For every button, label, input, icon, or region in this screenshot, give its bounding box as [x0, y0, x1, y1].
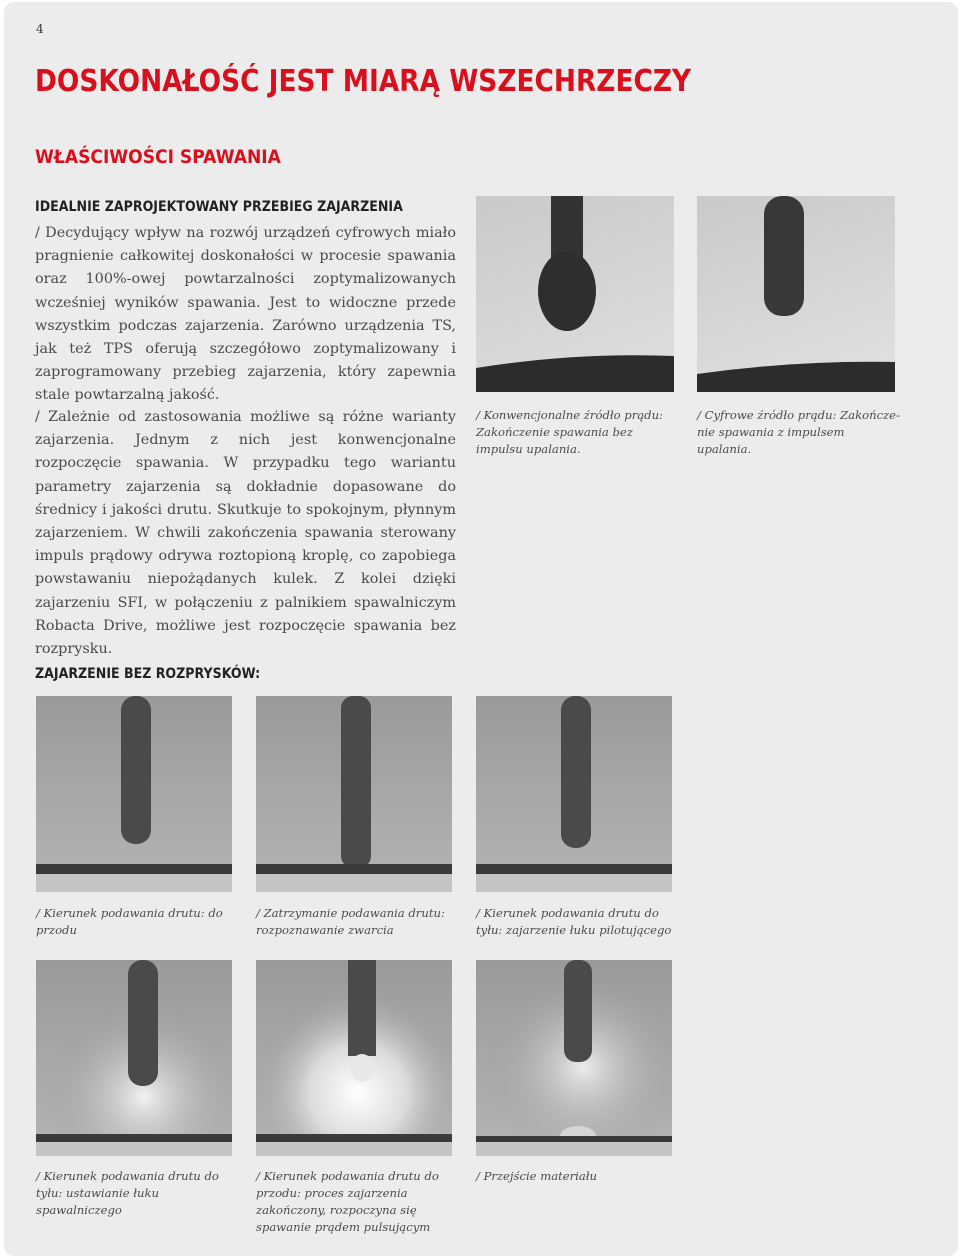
section-title: WŁAŚCIWOŚCI SPAWANIA [35, 146, 281, 168]
intro-paragraph-2: / Zależnie od zastosowania możliwe są różne warianty zajarzenia. Jednym z nich jest konwencjonalne rozpoczęcie spawania. W przypadku tego wariantu parametry zajarzenia są dokładnie dopasowane do średnicy i jakości drutu. Skutkuje to spokojnym, płynnym zajarzeniem. W chwili zakończenia spawania sterowany impuls prądowy odrywa roztopioną kroplę, co zapobiega powstawaniu niepożądanych kulek. Z kolei dzięki zajarzeniu SFI, w połączeniu z palnikiem spawalniczym Robacta Drive, możliwe jest rozpoczęcie spawania bez rozprysku. [35, 409, 456, 658]
photo-pulse-welding [256, 960, 452, 1156]
photo-wire-feed-forward [36, 696, 232, 892]
caption-welding-arc-setup: / Kierunek podawania drutu do tyłu: ustawianie łuku spawalniczego [36, 1169, 219, 1217]
caption-conventional-source: / Konwencjonalne źródło prądu: Zakończenie spawania bez impulsu upalania. [476, 408, 663, 456]
photo-welding-arc-setup [36, 960, 232, 1156]
photo-digital-source [697, 196, 895, 392]
gallery-heading: ZAJARZENIE BEZ ROZPRYSKÓW: [35, 666, 261, 682]
caption-pilot-arc: / Kierunek podawania drutu do tyłu: zajarzenie łuku pilotującego [476, 906, 672, 937]
photo-wire-feed-stop [256, 696, 452, 892]
photo-conventional-source [476, 196, 674, 392]
caption-wire-feed-stop: / Zatrzymanie podawania drutu: rozpoznawanie zwarcia [256, 906, 445, 937]
caption-pulse-welding: / Kierunek podawania drutu do przodu: proces zajarzenia zakończony, rozpoczyna się spawanie prądem pulsującym [256, 1169, 439, 1234]
caption-wire-feed-forward: / Kierunek podawania drutu: do przodu [36, 906, 223, 937]
intro-heading: IDEALNIE ZAPROJEKTOWANY PRZEBIEG ZAJARZENIA [35, 199, 403, 215]
caption-digital-source: / Cyfrowe źródło prądu: Zakończenie spawania z impulsem upalania. [697, 408, 900, 456]
caption-material-transfer: / Przejście materiału [476, 1169, 598, 1183]
photo-pilot-arc [476, 696, 672, 892]
page-number: 4 [36, 22, 44, 36]
photo-material-transfer [476, 960, 672, 1156]
document-page [4, 2, 958, 1256]
intro-paragraph-1: / Decydujący wpływ na rozwój urządzeń cyfrowych miało pragnienie całkowitej doskonałości w procesie spawania oraz 100%-owej powtarzalności zoptymalizowanych wcześniej wyników spawania. Jest to widoczne przede wszystkim podczas zajarzenia. Zarówno urządzenia TS, jak też TPS oferują szczegółowo zoptymalizowany i zaprogramowany przebieg zajarzenia, który zapewnia stale powtarzalną jakość. [35, 225, 456, 404]
page-title: DOSKONAŁOŚĆ JEST MIARĄ WSZECHRZECZY [35, 64, 692, 99]
